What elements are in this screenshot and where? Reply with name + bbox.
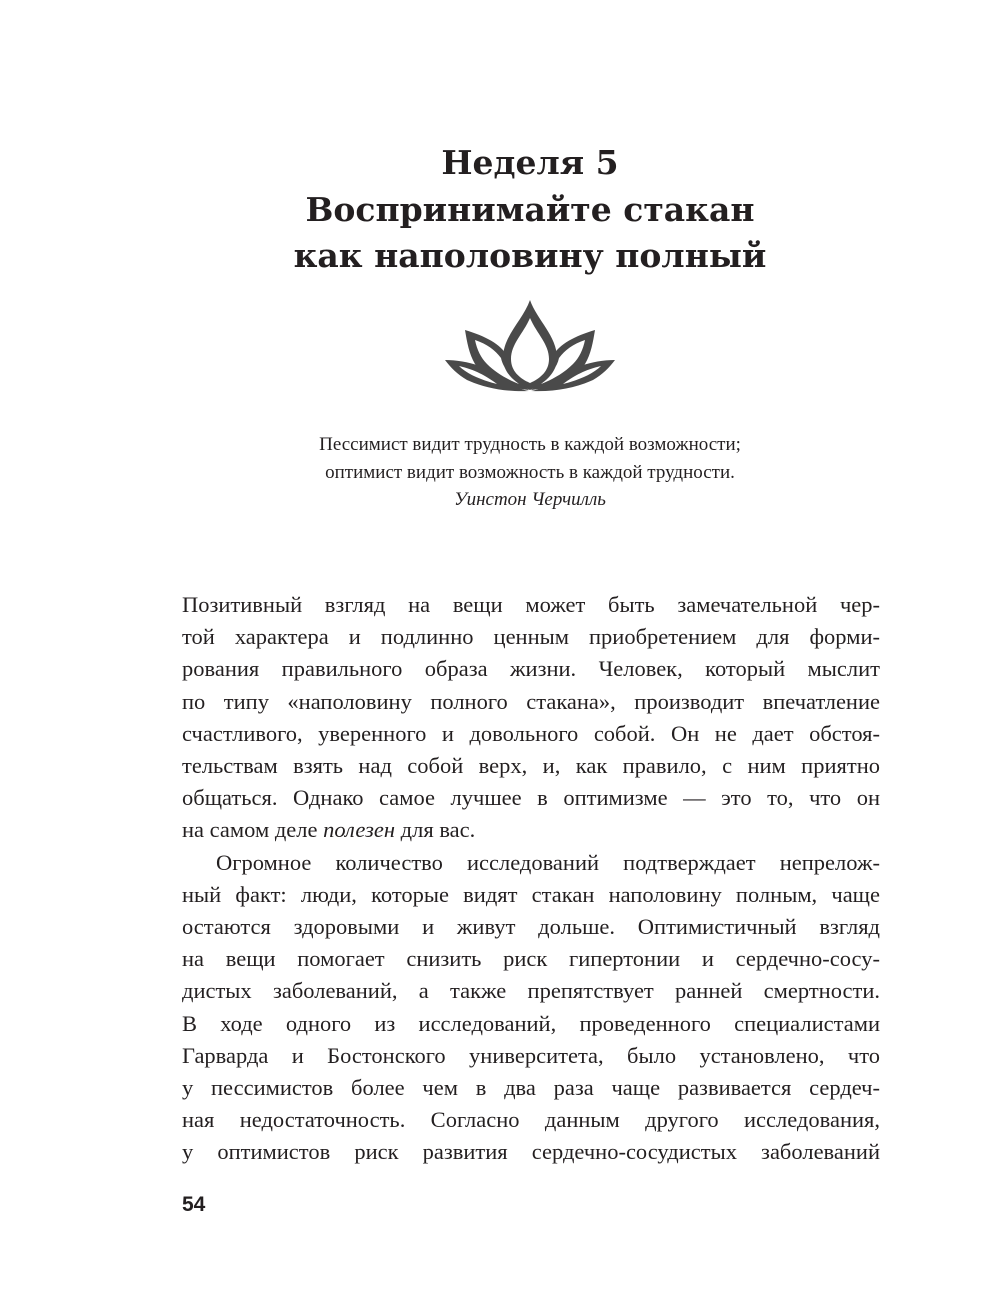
paragraph <box>182 589 880 847</box>
text-line <box>182 814 880 846</box>
text-line: счастливого, уверенного и довольного собой. Он не дает обстоя- <box>182 720 880 746</box>
text-line: на вещи помогает снизить риск гипертонии и сердечно-сосу- <box>182 946 880 972</box>
body-text <box>182 589 880 1169</box>
text-line: у оптимистов риск развития сердечно-сосудистых заболеваний <box>182 1139 880 1165</box>
epigraph-line: оптимист видит возможность в каждой трудности. <box>325 461 735 483</box>
chapter-title-line: как наполовину полный <box>293 236 767 275</box>
chapter-title-line: Воспринимайте стакан <box>305 189 755 229</box>
epigraph <box>0 431 1000 514</box>
text-line: ная недостаточность. Согласно данным другого исследования, <box>182 1107 880 1133</box>
chapter-title-line: Неделя 5 <box>441 143 619 182</box>
text-line: общаться. Однако самое лучшее в оптимизме — это то, что он <box>182 785 880 811</box>
text-segment: на самом деле <box>182 817 324 843</box>
text-line: у пессимистов более чем в два раза чаще развивается сердеч- <box>182 1075 880 1101</box>
emphasis-text: полезен <box>323 817 396 843</box>
epigraph-author: Уинстон Черчилль <box>454 489 606 510</box>
text-segment: для вас. <box>395 817 476 843</box>
text-line: Позитивный взгляд на вещи может быть замечательной чер- <box>182 592 880 617</box>
text-line: В ходе одного из исследований, проведенного специалистами <box>182 1010 880 1036</box>
text-line: ный факт: люди, которые видят стакан наполовину полным, чаще <box>182 881 880 907</box>
chapter-title <box>0 140 1000 280</box>
paragraph <box>182 847 880 1169</box>
text-line: той характера и подлинно ценным приобретением для форми- <box>182 624 880 650</box>
text-line: Огромное количество исследований подтверждает непрелож- <box>216 849 880 875</box>
text-line: остаются здоровыми и живут дольше. Оптимистичный взгляд <box>182 914 880 940</box>
text-line: дистых заболеваний, а также препятствует ранней смертности. <box>182 978 880 1004</box>
text-line: рования правильного образа жизни. Человек, который мыслит <box>182 656 880 682</box>
text-line: тельствам взять над собой верх, и, как правило, с ним приятно <box>182 753 880 779</box>
text-line: Гарварда и Бостонского университета, было установлено, что <box>182 1042 880 1068</box>
epigraph-line: Пессимист видит трудность в каждой возможности; <box>319 434 741 455</box>
lotus-icon <box>445 298 615 394</box>
text-line: по типу «наполовину полного стакана», производит впечатление <box>182 688 880 714</box>
page-number: 54 <box>182 1193 206 1216</box>
